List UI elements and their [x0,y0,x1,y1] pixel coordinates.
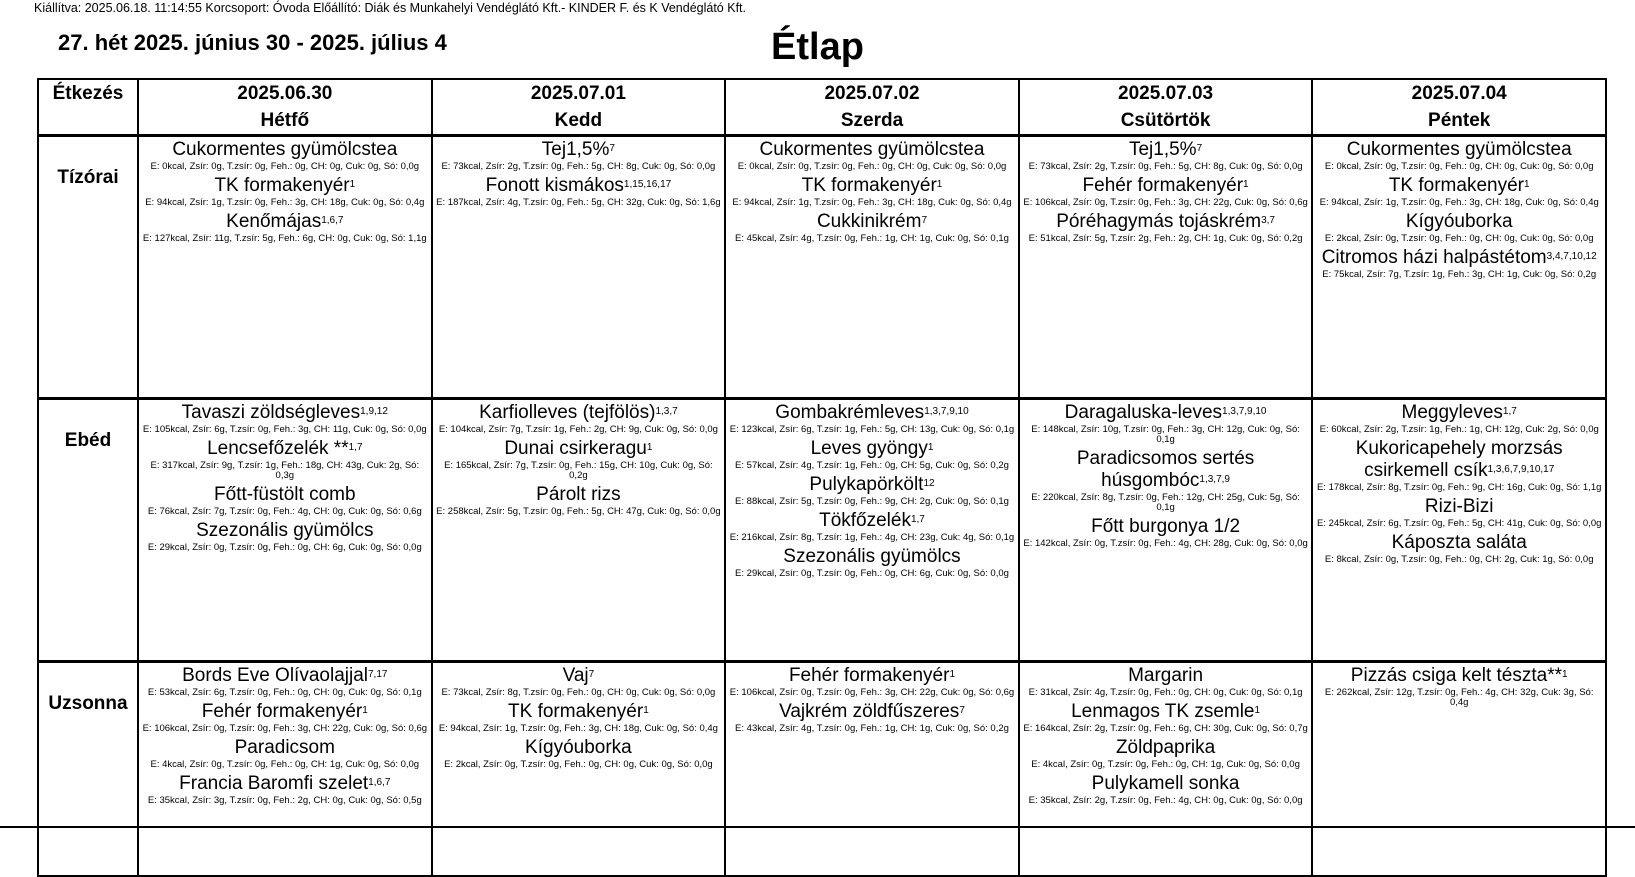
dish-name [1313,139,1605,161]
allergen-codes: 7 [921,215,928,226]
dish-name [1313,496,1605,518]
menu-item [1313,175,1605,208]
nutrition-info: E: 4kcal, Zsír: 0g, T.zsír: 0g, Feh.: 0g, CH: 1g, Cuk: 0g, Só: 0,0g [1031,759,1300,770]
menu-item [1020,139,1312,172]
nutrition-info: E: 75kcal, Zsír: 7g, T.zsír: 1g, Feh.: 3g, CH: 1g, Cuk: 0g, Só: 0,2g [1322,269,1597,280]
dish-name-text: Tavaszi zöldségleves [181,402,361,423]
day-header [432,79,726,136]
nutrition-info: E: 29kcal, Zsír: 0g, T.zsír: 0g, Feh.: 0g, CH: 6g, Cuk: 0g, Só: 0,0g [147,542,422,553]
nutrition-info: E: 53kcal, Zsír: 6g, T.zsír: 0g, Feh.: 0g, CH: 0g, Cuk: 0g, Só: 0,1g [147,687,422,698]
dish-name [726,402,1018,424]
allergen-codes: 7 [1196,143,1203,154]
dish-name [139,175,431,197]
dish-name [1313,175,1605,197]
nutrition-info: E: 123kcal, Zsír: 6g, T.zsír: 1g, Feh.: 5g, CH: 13g, Cuk: 0g, Só: 0,1g [729,424,1015,435]
dish-name [726,474,1018,496]
menu-item [433,737,725,770]
nutrition-info: E: 165kcal, Zsír: 7g, T.zsír: 0g, Feh.: 15g, CH: 10g, Cuk: 0g, Só: 0,2g [444,460,713,481]
dish-name-text: Cukormentes gyümölcstea [759,139,985,160]
allergen-codes: 1,7 [910,514,925,525]
allergen-codes: 7 [959,705,965,716]
nutrition-info: E: 60kcal, Zsír: 2g, T.zsír: 1g, Feh.: 1g, CH: 12g, Cuk: 2g, Só: 0,0g [1319,424,1599,435]
nutrition-info: E: 106kcal, Zsír: 0g, T.zsír: 0g, Feh.: 3g, CH: 22g, Cuk: 0g, Só: 0,6g [729,687,1015,698]
allergen-codes: 1 [1243,179,1249,190]
nutrition-info: E: 220kcal, Zsír: 8g, T.zsír: 0g, Feh.: 12g, CH: 25g, Cuk: 5g, Só: 0,1g [1031,492,1300,513]
meal-row [38,136,1606,399]
menu-item [139,520,431,553]
menu-item [139,737,431,770]
menu-item [1020,402,1312,445]
dish-name [433,139,725,161]
menu-item [726,139,1018,172]
dish-name-text: Margarin [1128,665,1204,686]
menu-cell [725,662,1019,876]
menu-cell [432,662,726,876]
menu-item [726,211,1018,244]
menu-item [433,701,725,734]
menu-cell [1312,662,1606,876]
allergen-codes: 1 [936,179,943,190]
dish-name-text: Tej1,5% [541,139,610,160]
menu-item [433,665,725,698]
nutrition-info: E: 35kcal, Zsír: 2g, T.zsír: 0g, Feh.: 4g, CH: 0g, Cuk: 0g, Só: 0,0g [1028,795,1303,806]
day-header [138,79,432,136]
dish-name-text: Paradicsom [234,737,335,758]
nutrition-info: E: 73kcal, Zsír: 2g, T.zsír: 0g, Feh.: 5g, CH: 8g, Cuk: 0g, Só: 0,0g [441,161,716,172]
dish-name-text: Meggyleves [1401,402,1503,423]
nutrition-info: E: 105kcal, Zsír: 6g, T.zsír: 0g, Feh.: 3g, CH: 11g, Cuk: 0g, Só: 0,0g [142,424,427,435]
menu-item [433,139,725,172]
dish-name [1020,402,1312,424]
allergen-codes: 1,3,7,9,10 [1222,406,1267,417]
nutrition-info: E: 2kcal, Zsír: 0g, T.zsír: 0g, Feh.: 0g, CH: 0g, Cuk: 0g, Só: 0,0g [1324,233,1594,244]
dish-name-text: Rizi-Bizi [1424,496,1494,517]
bottom-rule [0,826,1635,828]
menu-item [139,701,431,734]
day-date: 2025.07.01 [530,83,626,104]
menu-item [139,402,431,435]
dish-name-text: Szezonális gyümölcs [783,546,961,567]
dish-name [726,211,1018,233]
dish-name-text: Cukormentes gyümölcstea [1346,139,1572,160]
menu-item [139,773,431,806]
menu-item [1313,247,1605,280]
dish-name [726,438,1018,460]
menu-item [726,438,1018,471]
dish-name [139,665,431,687]
menu-item [139,175,431,208]
meal-label: Uzsonna [38,662,138,876]
day-header [1019,79,1313,136]
dish-name [433,737,725,759]
nutrition-info: E: 29kcal, Zsír: 0g, T.zsír: 0g, Feh.: 0g, CH: 6g, Cuk: 0g, Só: 0,0g [735,568,1009,579]
dish-name [1020,211,1312,233]
menu-item [726,546,1018,579]
dish-name [726,139,1018,161]
menu-item [1313,665,1605,708]
dish-name [1020,701,1312,723]
menu-item [139,484,431,517]
dish-name-text: Bords Eve Olívaolajjal [182,665,368,686]
menu-item [433,402,725,435]
allergen-codes: 7 [609,143,615,154]
nutrition-info: E: 106kcal, Zsír: 0g, T.zsír: 0g, Feh.: 3g, CH: 22g, Cuk: 0g, Só: 0,6g [142,723,428,734]
dish-name-text: Káposzta saláta [1391,532,1527,553]
menu-item [1313,438,1605,493]
dish-name-text: Lenmagos TK zsemle [1071,701,1255,722]
dish-name [139,402,431,424]
dish-name [433,665,725,687]
nutrition-info: E: 127kcal, Zsír: 11g, T.zsír: 5g, Feh.: 6g, CH: 0g, Cuk: 0g, Só: 1,1g [142,233,427,244]
menu-item [139,211,431,244]
dish-name-text: Vajkrém zöldfűszeres [779,701,960,722]
menu-item [726,701,1018,734]
dish-name-text: Főtt burgonya 1/2 [1091,516,1241,537]
day-header [725,79,1019,136]
dish-name [433,402,725,424]
nutrition-info: E: 94kcal, Zsír: 1g, T.zsír: 0g, Feh.: 3g, CH: 18g, Cuk: 0g, Só: 0,4g [732,197,1012,208]
nutrition-info: E: 4kcal, Zsír: 0g, T.zsír: 0g, Feh.: 0g, CH: 1g, Cuk: 0g, Só: 0,0g [150,759,420,770]
day-date: 2025.06.30 [237,83,333,104]
menu-item [726,474,1018,507]
nutrition-info: E: 94kcal, Zsír: 1g, T.zsír: 0g, Feh.: 3g, CH: 18g, Cuk: 0g, Só: 0,4g [1319,197,1599,208]
nutrition-info: E: 45kcal, Zsír: 4g, T.zsír: 0g, Feh.: 1g, CH: 1g, Cuk: 0g, Só: 0,1g [735,233,1009,244]
dish-name-text: Gombakrémleves [775,402,925,423]
allergen-codes: 1 [1523,179,1530,190]
allergen-codes: 1,7 [1502,406,1517,417]
nutrition-info: E: 73kcal, Zsír: 2g, T.zsír: 0g, Feh.: 5g, CH: 8g, Cuk: 0g, Só: 0,0g [1028,161,1303,172]
dish-name-text: Paradicsomos sertés húsgombóc [1076,448,1255,491]
dish-name [433,175,725,197]
menu-cell [1019,662,1313,876]
dish-name [1313,532,1605,554]
nutrition-info: E: 31kcal, Zsír: 4g, T.zsír: 0g, Feh.: 0g, CH: 0g, Cuk: 0g, Só: 0,1g [1028,687,1303,698]
dish-name-text: Főtt-füstölt comb [214,484,356,505]
dish-name-text: Karfiolleves (tejfölös) [479,402,656,423]
dish-name-text: Pulykapörkölt [809,474,924,495]
dish-name [1020,737,1312,759]
allergen-codes: 1 [643,705,649,716]
dish-name [139,438,431,460]
nutrition-info: E: 2kcal, Zsír: 0g, T.zsír: 0g, Feh.: 0g, CH: 0g, Cuk: 0g, Só: 0,0g [444,759,713,770]
menu-cell [1312,399,1606,662]
nutrition-info: E: 57kcal, Zsír: 4g, T.zsír: 1g, Feh.: 0g, CH: 5g, Cuk: 0g, Só: 0,2g [735,460,1009,471]
menu-item [1020,773,1312,806]
menu-cell [138,399,432,662]
nutrition-info: E: 94kcal, Zsír: 1g, T.zsír: 0g, Feh.: 3g, CH: 18g, Cuk: 0g, Só: 0,4g [145,197,425,208]
day-name: Szerda [840,110,904,131]
dish-name [726,175,1018,197]
dish-name-text: Francia Baromfi szelet [179,773,369,794]
allergen-codes: 1 [1254,705,1261,716]
nutrition-info: E: 51kcal, Zsír: 5g, T.zsír: 2g, Feh.: 2g, CH: 1g, Cuk: 0g, Só: 0,2g [1028,233,1303,244]
meal-row [38,399,1606,662]
nutrition-info: E: 35kcal, Zsír: 3g, T.zsír: 0g, Feh.: 2g, CH: 0g, Cuk: 0g, Só: 0,5g [147,795,422,806]
dish-name-text: TK formakenyér [1388,175,1524,196]
nutrition-info: E: 178kcal, Zsír: 8g, T.zsír: 0g, Feh.: 9g, CH: 16g, Cuk: 0g, Só: 1,1g [1316,482,1602,493]
dish-name [139,737,431,759]
dish-name [433,438,725,460]
allergen-codes: 12 [923,478,935,489]
dish-name-text: Cukormentes gyümölcstea [172,139,398,160]
dish-name [726,546,1018,568]
nutrition-info: E: 262kcal, Zsír: 12g, T.zsír: 0g, Feh.: 4g, CH: 32g, Cuk: 3g, Só: 0,4g [1324,687,1594,708]
dish-name [1313,438,1605,482]
nutrition-info: E: 94kcal, Zsír: 1g, T.zsír: 0g, Feh.: 3g, CH: 18g, Cuk: 0g, Só: 0,4g [438,723,718,734]
allergen-codes: 1,3,6,7,9,10,17 [1487,464,1555,475]
allergen-codes: 1,3,7,9 [1199,474,1230,485]
allergen-codes: 1,3,7,9,10 [924,406,969,417]
menu-cell [432,136,726,399]
menu-item [726,402,1018,435]
dish-name [726,701,1018,723]
dish-name-text: Kígyóuborka [525,737,632,758]
dish-name [139,139,431,161]
allergen-codes: 1,3,7 [655,406,678,417]
meal-label: Ebéd [38,399,138,662]
dish-name-text: Zöldpaprika [1115,737,1216,758]
nutrition-info: E: 76kcal, Zsír: 7g, T.zsír: 0g, Feh.: 4g, CH: 0g, Cuk: 0g, Só: 0,6g [147,506,422,517]
menu-item [139,438,431,481]
allergen-codes: 1 [927,442,934,453]
nutrition-info: E: 258kcal, Zsír: 5g, T.zsír: 0g, Feh.: 5g, CH: 47g, Cuk: 0g, Só: 0,0g [436,506,721,517]
nutrition-info: E: 8kcal, Zsír: 0g, T.zsír: 0g, Feh.: 0g, CH: 2g, Cuk: 1g, Só: 0,0g [1324,554,1594,565]
nutrition-info: E: 0kcal, Zsír: 0g, T.zsír: 0g, Feh.: 0g, CH: 0g, Cuk: 0g, Só: 0,0g [737,161,1007,172]
day-name: Hétfő [260,110,310,131]
dish-name-text: Leves gyöngy [810,438,928,459]
dish-name [433,484,725,506]
menu-item [1020,175,1312,208]
allergen-codes: 7 [588,669,595,680]
allergen-codes: 1,6,7 [368,777,391,788]
page-title: Étlap [771,26,864,68]
dish-name [1020,175,1312,197]
nutrition-info: E: 43kcal, Zsír: 4g, T.zsír: 0g, Feh.: 1g, CH: 1g, Cuk: 0g, Só: 0,2g [735,723,1009,734]
dish-name-text: TK formakenyér [214,175,350,196]
dish-name [1313,402,1605,424]
dish-name-text: Pizzás csiga kelt tészta** [1350,665,1562,686]
menu-item [1020,701,1312,734]
dish-name [139,773,431,795]
day-date: 2025.07.02 [824,83,920,104]
dish-name [1020,665,1312,687]
meal-row [38,662,1606,876]
allergen-codes: 1,7 [348,442,363,453]
dish-name [726,665,1018,687]
header-row [38,79,1606,136]
nutrition-info: E: 0kcal, Zsír: 0g, T.zsír: 0g, Feh.: 0g, CH: 0g, Cuk: 0g, Só: 0,0g [150,161,420,172]
menu-item [726,665,1018,698]
dish-name-text: Daragaluska-leves [1064,402,1223,423]
nutrition-info: E: 164kcal, Zsír: 2g, T.zsír: 0g, Feh.: 6g, CH: 30g, Cuk: 0g, Só: 0,7g [1023,723,1308,734]
nutrition-info: E: 187kcal, Zsír: 4g, T.zsír: 0g, Feh.: 5g, CH: 32g, Cuk: 0g, Só: 1,6g [436,197,721,208]
menu-item [1020,516,1312,549]
dish-name-text: Fehér formakenyér [788,665,950,686]
menu-item [139,665,431,698]
menu-cell [1312,136,1606,399]
dish-name-text: TK formakenyér [508,701,644,722]
day-header [1312,79,1606,136]
dish-name-text: Citromos házi halpástétom [1321,247,1547,268]
allergen-codes: 1,9,12 [360,406,388,417]
meal-column-header: Étkezés [38,79,138,136]
allergen-codes: 1 [349,179,356,190]
nutrition-info: E: 216kcal, Zsír: 8g, T.zsír: 1g, Feh.: 4g, CH: 23g, Cuk: 4g, Só: 0,1g [729,532,1015,543]
allergen-codes: 7,17 [368,669,388,680]
allergen-codes: 1,6,7 [321,215,344,226]
nutrition-info: E: 142kcal, Zsír: 0g, T.zsír: 0g, Feh.: 4g, CH: 28g, Cuk: 0g, Só: 0,0g [1023,538,1308,549]
menu-item [1020,665,1312,698]
menu-cell [725,136,1019,399]
dish-name-text: Fehér formakenyér [1082,175,1244,196]
menu-item [1020,737,1312,770]
allergen-codes: 1,15,16,17 [623,179,672,190]
menu-item [1313,402,1605,435]
nutrition-info: E: 0kcal, Zsír: 0g, T.zsír: 0g, Feh.: 0g, CH: 0g, Cuk: 0g, Só: 0,0g [1324,161,1594,172]
dish-name [139,520,431,542]
dish-name-text: Tej1,5% [1128,139,1197,160]
day-name: Kedd [554,110,603,131]
dish-name [1020,516,1312,538]
issued-info: Kiállítva: 2025.06.18. 11:14:55 Korcsoport: Óvoda Előállító: Diák és Munkahelyi Vendéglátó Kft.- KINDER F. és K Vendéglátó Kft. [34,1,746,15]
allergen-codes: 1 [949,669,956,680]
dish-name [1313,211,1605,233]
allergen-codes: 3,7 [1261,215,1275,226]
dish-name [433,701,725,723]
dish-name-text: Kenőmájas [226,211,322,232]
menu-item [1313,532,1605,565]
dish-name-text: Vaj [562,665,589,686]
dish-name [1020,773,1312,795]
menu-cell [1019,136,1313,399]
menu-cell [1019,399,1313,662]
day-name: Csütörtök [1120,110,1211,131]
allergen-codes: 1 [1562,669,1568,680]
dish-name [726,510,1018,532]
menu-item [726,510,1018,543]
dish-name-text: Szezonális gyümölcs [196,520,374,541]
dish-name-text: Párolt rizs [536,484,621,505]
allergen-codes: 3,4,7,10,12 [1546,251,1597,262]
meal-label: Tízórai [38,136,138,399]
nutrition-info: E: 317kcal, Zsír: 9g, T.zsír: 1g, Feh.: 18g, CH: 43g, Cuk: 2g, Só: 0,3g [150,460,420,481]
menu-item [433,175,725,208]
nutrition-info: E: 148kcal, Zsír: 10g, T.zsír: 0g, Feh.: 3g, CH: 12g, Cuk: 0g, Só: 0,1g [1031,424,1300,445]
dish-name-text: Dunai csirkeragu [504,438,647,459]
nutrition-info: E: 104kcal, Zsír: 7g, T.zsír: 1g, Feh.: 2g, CH: 9g, Cuk: 0g, Só: 0,0g [438,424,718,435]
menu-cell [432,399,726,662]
dish-name-text: Pulykamell sonka [1091,773,1240,794]
dish-name [1313,247,1605,269]
dish-name-text: Tökfőzelék [819,510,911,531]
dish-name-text: Lencsefőzelék ** [207,438,349,459]
menu-item [433,484,725,517]
dish-name-text: TK formakenyér [801,175,937,196]
menu-item [433,438,725,481]
menu-cell [138,136,432,399]
dish-name [1020,448,1312,492]
menu-cell [138,662,432,876]
week-range: 27. hét 2025. június 30 - 2025. július 4 [58,30,447,55]
menu-item [1313,211,1605,244]
nutrition-info: E: 88kcal, Zsír: 5g, T.zsír: 0g, Feh.: 9g, CH: 2g, Cuk: 0g, Só: 0,1g [735,496,1009,507]
day-date: 2025.07.04 [1411,83,1507,104]
nutrition-info: E: 73kcal, Zsír: 8g, T.zsír: 0g, Feh.: 0g, CH: 0g, Cuk: 0g, Só: 0,0g [441,687,716,698]
dish-name-text: Fehér formakenyér [201,701,363,722]
day-date: 2025.07.03 [1118,83,1214,104]
menu-item [1020,448,1312,513]
menu-item [726,175,1018,208]
dish-name-text: Fonott kismákos [485,175,624,196]
menu-item [1020,211,1312,244]
dish-name [1313,665,1605,687]
nutrition-info: E: 106kcal, Zsír: 0g, T.zsír: 0g, Feh.: 3g, CH: 22g, Cuk: 0g, Só: 0,6g [1023,197,1308,208]
dish-name-text: Kígyóuborka [1405,211,1513,232]
day-name: Péntek [1428,110,1491,131]
dish-name [139,211,431,233]
allergen-codes: 1 [646,442,653,453]
dish-name-text: Cukkinikrém [816,211,922,232]
menu-table [37,78,1607,877]
dish-name [1020,139,1312,161]
dish-name [139,701,431,723]
dish-name-text: Kukoricapehely morzsás csirkemell csík [1355,438,1563,481]
nutrition-info: E: 245kcal, Zsír: 6g, T.zsír: 0g, Feh.: 5g, CH: 41g, Cuk: 0g, Só: 0,0g [1316,518,1602,529]
allergen-codes: 1 [362,705,368,716]
menu-item [139,139,431,172]
menu-item [1313,496,1605,529]
menu-item [1313,139,1605,172]
dish-name-text: Póréhagymás tojáskrém [1056,211,1262,232]
menu-cell [725,399,1019,662]
dish-name [139,484,431,506]
